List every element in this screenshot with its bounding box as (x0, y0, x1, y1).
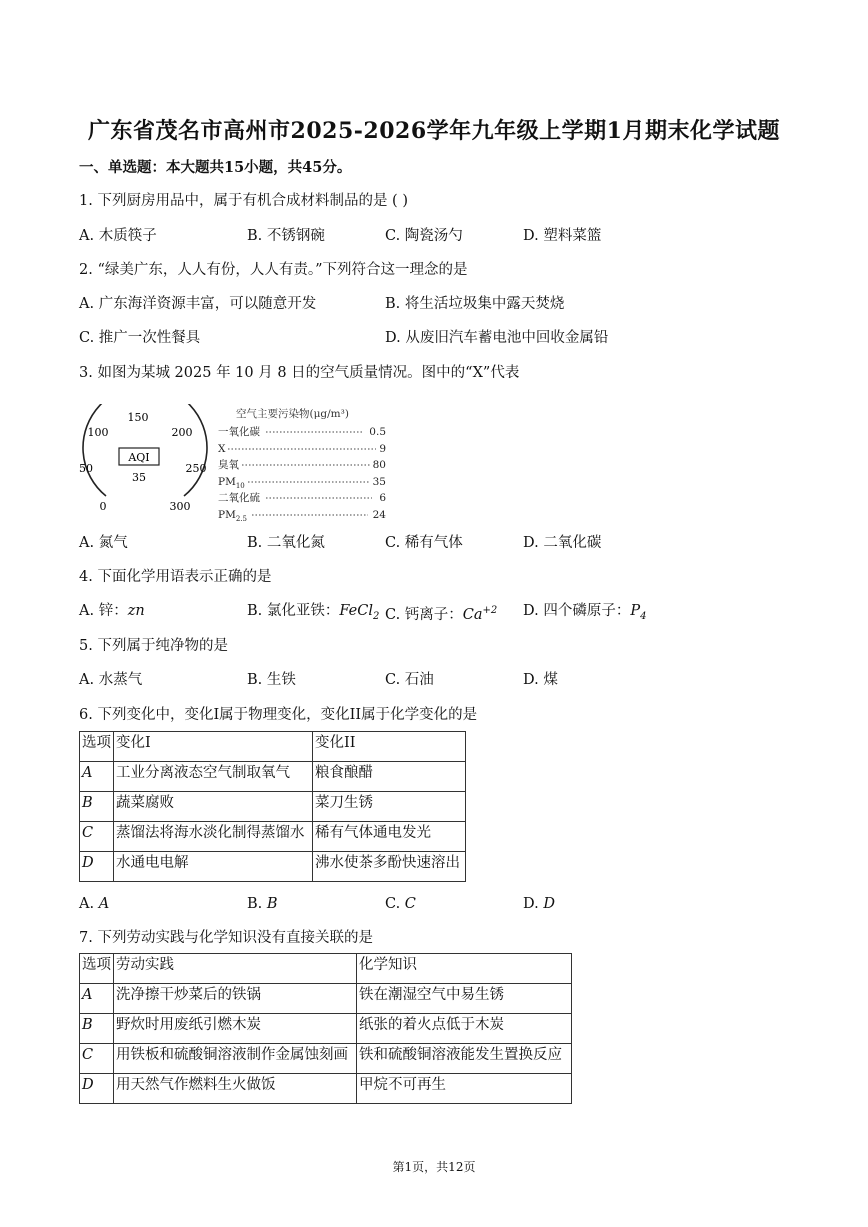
table-header-cell: 选项 (80, 954, 114, 984)
gauge-tick: 200 (171, 426, 193, 439)
aqi-label: AQI (128, 451, 150, 464)
gauge-tick: 150 (127, 411, 149, 424)
q4-option-d[interactable]: D. 四个磷原子：$P_4$ (523, 603, 647, 622)
table-cell: A (80, 762, 114, 792)
pollutant-name: X (218, 443, 226, 455)
table-cell: 甲烷不可再生 (357, 1074, 572, 1104)
q6-option-d[interactable]: D. D (523, 896, 555, 912)
q1-option-b[interactable]: B. 不锈钢碗 (247, 228, 325, 244)
table-cell: 野炊时用废纸引燃木炭 (114, 1014, 357, 1044)
table-header-row (80, 732, 466, 762)
table-cell: 纸张的着火点低于木炭 (357, 1014, 572, 1044)
table-row (80, 1074, 572, 1104)
table-cell: 粮食酿醋 (313, 762, 466, 792)
table-row (80, 852, 466, 882)
page-footer: 第1页，共12页 (392, 1160, 476, 1174)
q6-table (79, 731, 466, 882)
table-row (80, 822, 466, 852)
table-cell: A (80, 984, 114, 1014)
table-row (80, 1014, 572, 1044)
q3-option-d[interactable]: D. 二氧化碳 (523, 535, 602, 551)
q3-option-a[interactable]: A. 氮气 (79, 535, 128, 551)
q6-option-c[interactable]: C. C (385, 896, 416, 912)
q4-option-b[interactable]: B. 氯化亚铁：FeCl$_2$ (247, 603, 380, 622)
pollutant-name: 臭氧 (218, 459, 239, 471)
table-cell: C (80, 1044, 114, 1074)
table-cell: 稀有气体通电发光 (313, 822, 466, 852)
page-title: 广东省茂名市高州市2025-2026学年九年级上学期1月期末化学试题 (88, 118, 780, 144)
pollutant-value: 6 (379, 492, 386, 504)
table-cell: 沸水使茶多酚快速溶出 (313, 852, 466, 882)
gauge-tick: 100 (87, 426, 109, 439)
pollutant-title: 空气主要污染物(μg/m³) (236, 408, 349, 420)
table-cell: 用天然气作燃料生火做饭 (114, 1074, 357, 1104)
table-header-cell: 劳动实践 (114, 954, 357, 984)
table-cell: 水通电电解 (114, 852, 313, 882)
pollutant-value: 80 (372, 459, 386, 471)
table-row (80, 762, 466, 792)
question-3-stem: 3. 如图为某城 2025 年 10 月 8 日的空气质量情况。图中的“X”代表 (79, 365, 520, 381)
table-cell: 铁在潮湿空气中易生锈 (357, 984, 572, 1014)
q6-option-b[interactable]: B. B (247, 896, 278, 912)
pollutant-value: 35 (372, 476, 386, 488)
table-cell: 洗净擦干炒菜后的铁锅 (114, 984, 357, 1014)
table-cell: B (80, 1014, 114, 1044)
table-cell: 用铁板和硫酸铜溶液制作金属蚀刻画 (114, 1044, 357, 1074)
q6-option-a[interactable]: A. A (79, 896, 110, 912)
table-cell: C (80, 822, 114, 852)
q3-option-c[interactable]: C. 稀有气体 (385, 535, 463, 551)
table-cell: 菜刀生锈 (313, 792, 466, 822)
table-header-cell: 变化II (313, 732, 466, 762)
q2-option-b[interactable]: B. 将生活垃圾集中露天焚烧 (385, 296, 565, 312)
table-header-row (80, 954, 572, 984)
q5-option-b[interactable]: B. 生铁 (247, 672, 296, 688)
pollutant-name: $PM_{2.5}$ (218, 509, 247, 523)
pollutant-value: 0.5 (369, 426, 386, 438)
table-cell: 工业分离液态空气制取氧气 (114, 762, 313, 792)
table-cell: 铁和硫酸铜溶液能发生置换反应 (357, 1044, 572, 1074)
q2-option-a[interactable]: A. 广东海洋资源丰富，可以随意开发 (79, 296, 317, 312)
pollutant-name: 一氧化碳 (218, 426, 260, 438)
pollutant-value: 9 (379, 443, 386, 455)
q2-option-d[interactable]: D. 从废旧汽车蓄电池中回收金属铅 (385, 330, 609, 346)
pollutant-value: 24 (372, 509, 386, 521)
q4-option-a[interactable]: A. 锌：zn (79, 603, 145, 619)
question-7-stem: 7. 下列劳动实践与化学知识没有直接关联的是 (79, 930, 373, 946)
question-1-stem: 1. 下列厨房用品中，属于有机合成材料制品的是 ( ) (79, 193, 408, 209)
gauge-tick: 300 (169, 500, 191, 513)
q4-option-c[interactable]: C. 钙离子：$Ca^{+2}$ (385, 605, 498, 623)
q3-option-b[interactable]: B. 二氧化氮 (247, 535, 325, 551)
table-row (80, 984, 572, 1014)
table-header-cell: 化学知识 (357, 954, 572, 984)
table-cell: 蒸馏法将海水淡化制得蒸馏水 (114, 822, 313, 852)
table-cell: 蔬菜腐败 (114, 792, 313, 822)
gauge-tick: 50 (79, 462, 93, 475)
pollutant-name: $PM_{10}$ (218, 476, 245, 490)
table-cell: D (80, 1074, 114, 1104)
q7-table (79, 953, 572, 1104)
pollutant-name: 二氧化硫 (218, 492, 260, 504)
table-row (80, 792, 466, 822)
q5-option-c[interactable]: C. 石油 (385, 672, 434, 688)
gauge-tick: 0 (99, 500, 107, 513)
question-5-stem: 5. 下列属于纯净物的是 (79, 638, 228, 654)
gauge-tick: 250 (185, 462, 207, 475)
q1-option-c[interactable]: C. 陶瓷汤勺 (385, 228, 463, 244)
section-heading: 一、单选题：本大题共15小题，共45分。 (79, 159, 352, 176)
q2-option-c[interactable]: C. 推广一次性餐具 (79, 330, 201, 346)
table-header-cell: 变化I (114, 732, 313, 762)
q1-option-d[interactable]: D. 塑料菜篮 (523, 228, 602, 244)
q5-option-d[interactable]: D. 煤 (523, 672, 558, 688)
q5-option-a[interactable]: A. 水蒸气 (79, 672, 143, 688)
table-cell: B (80, 792, 114, 822)
table-row (80, 1044, 572, 1074)
question-2-stem: 2. “绿美广东，人人有份，人人有责。”下列符合这一理念的是 (79, 262, 468, 278)
air-quality-figure (76, 404, 406, 524)
table-cell: D (80, 852, 114, 882)
q1-option-a[interactable]: A. 木质筷子 (79, 228, 157, 244)
table-header-cell: 选项 (80, 732, 114, 762)
question-4-stem: 4. 下面化学用语表示正确的是 (79, 569, 272, 585)
aqi-value: 35 (132, 471, 146, 484)
question-6-stem: 6. 下列变化中，变化I属于物理变化，变化II属于化学变化的是 (79, 707, 478, 723)
